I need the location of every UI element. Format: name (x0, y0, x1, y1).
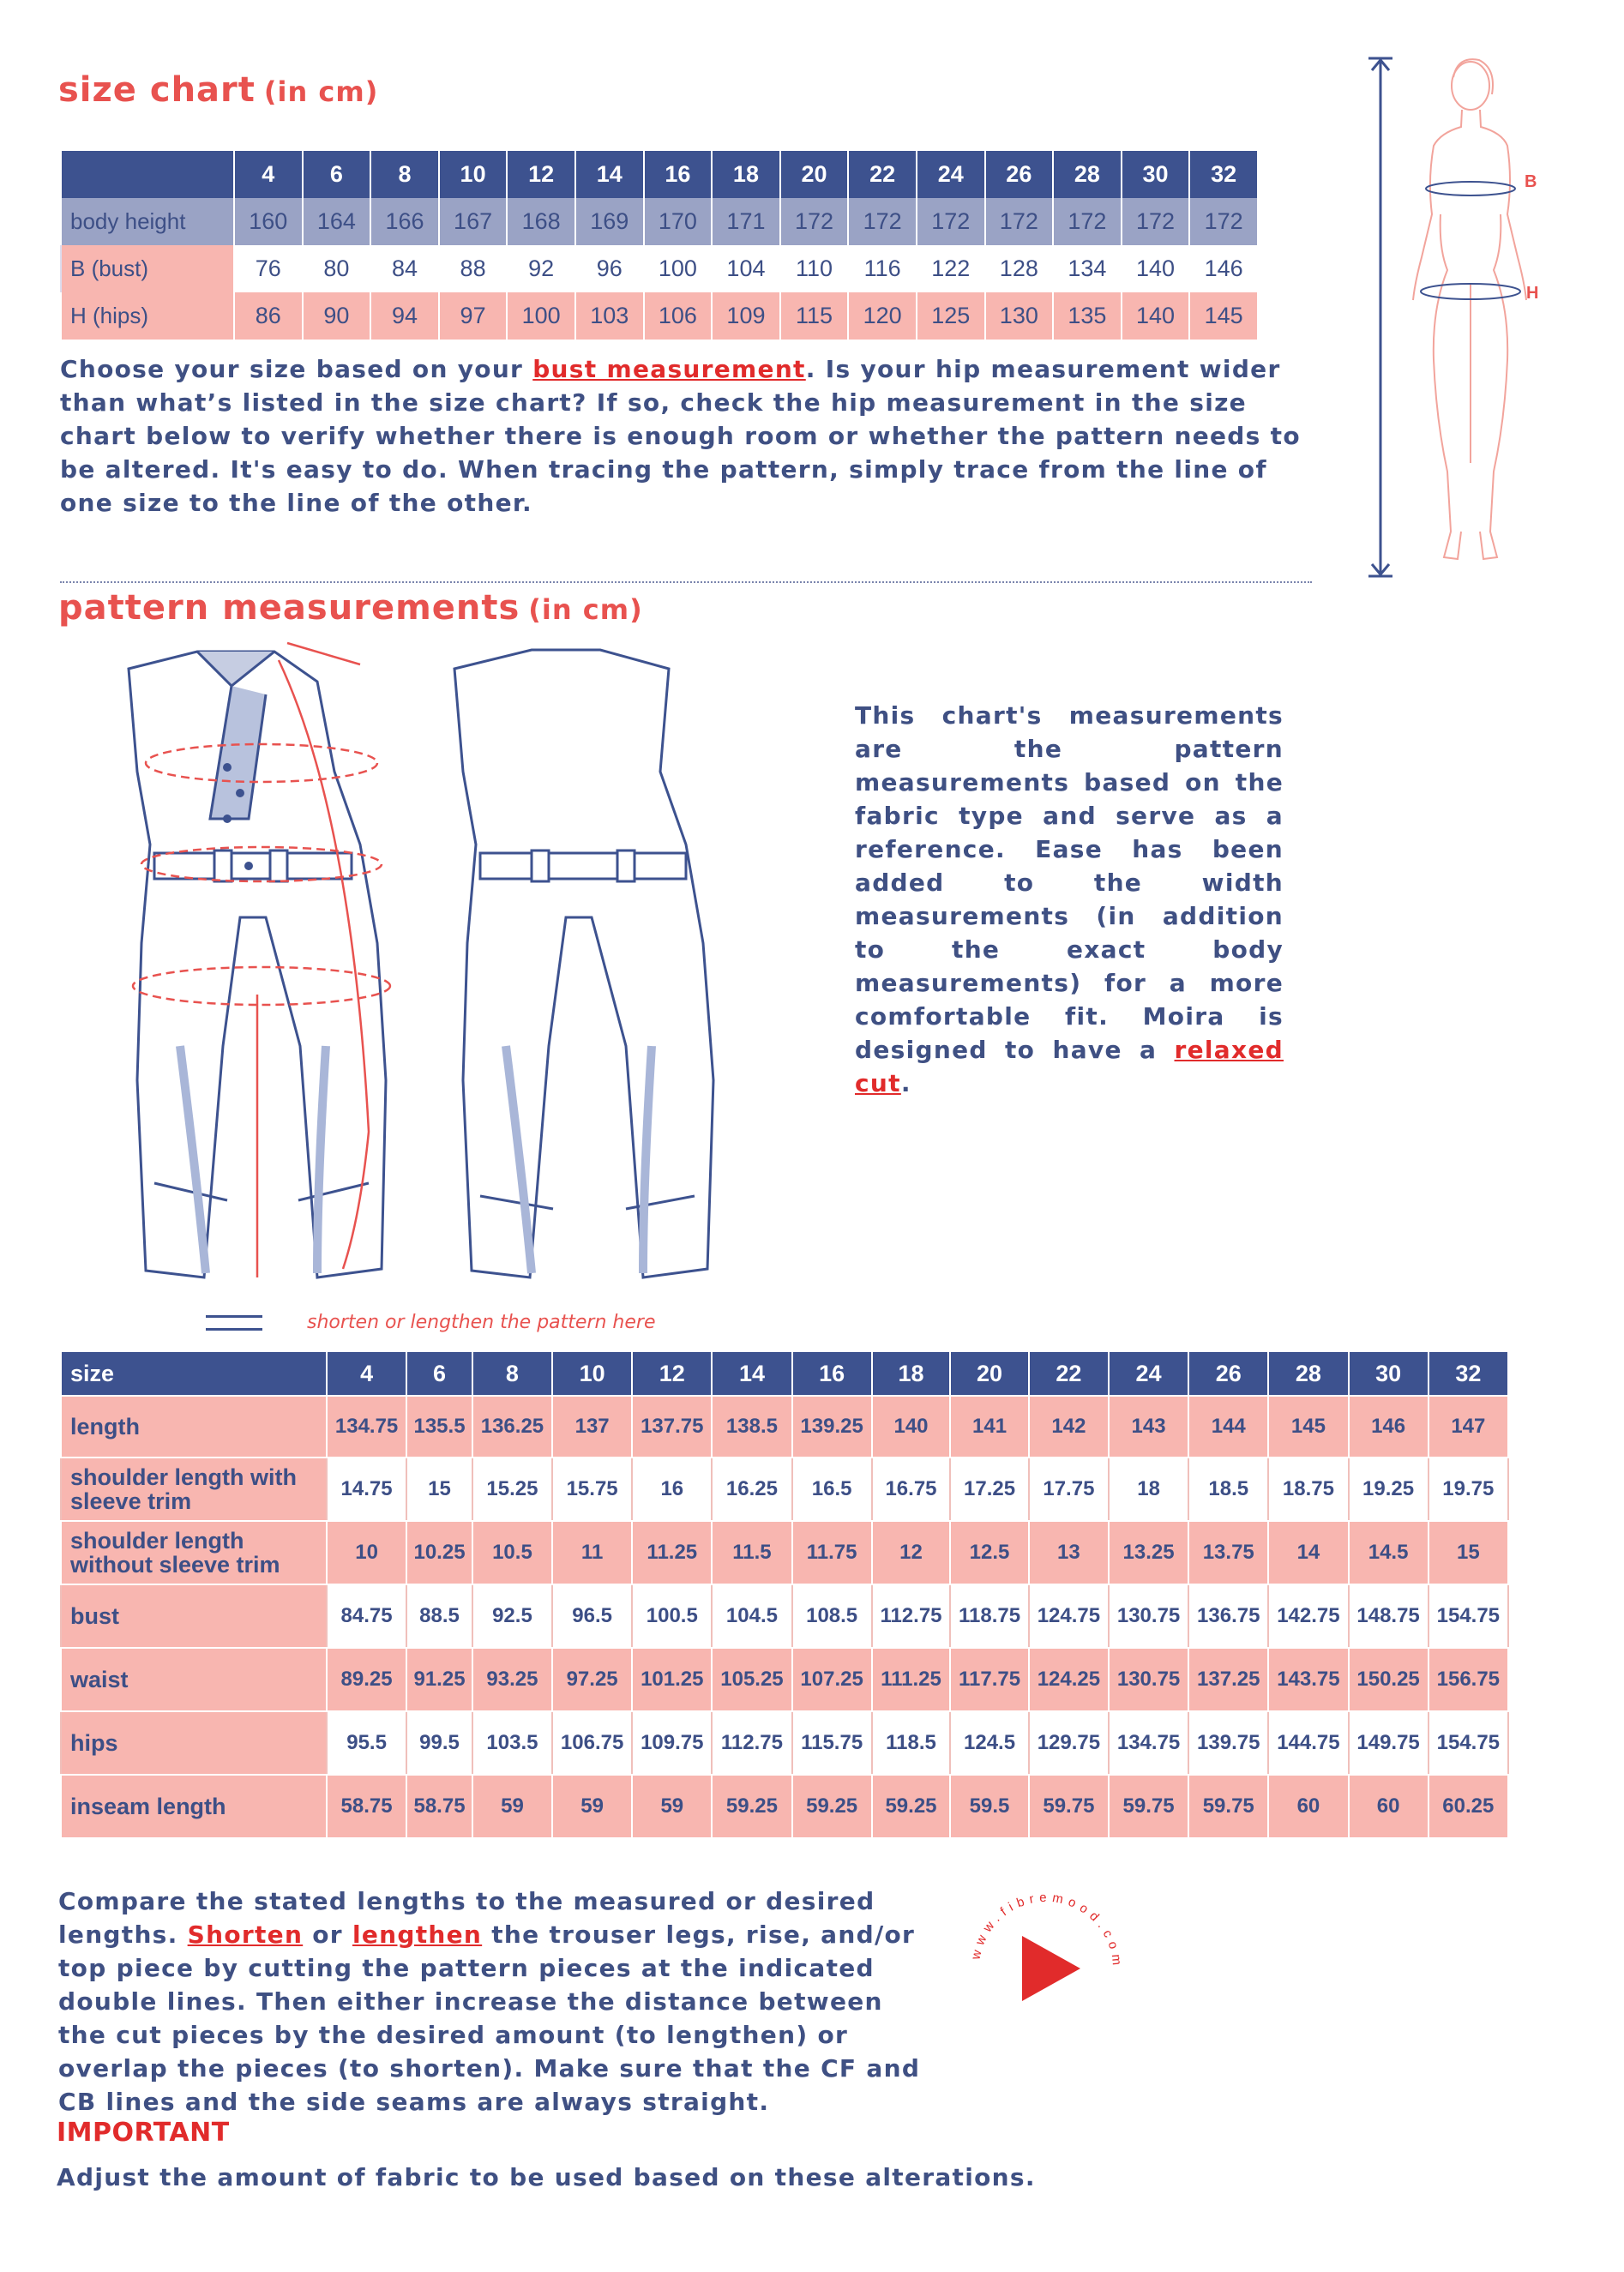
woman-outline (1413, 59, 1526, 559)
alter-p1: Compare the stated lengths to the measured or desired lengths. (58, 1887, 875, 1949)
pm-table-cell: 19.25 (1349, 1458, 1429, 1521)
shorten-link[interactable]: Shorten (187, 1920, 304, 1949)
size-chart-size-header: 16 (644, 151, 713, 198)
pm-table-cell: 59.5 (950, 1775, 1029, 1838)
size-chart-cell: 172 (917, 198, 985, 245)
size-chart-header (61, 151, 1258, 198)
size-chart-cell: 168 (507, 198, 575, 245)
alter-or: or (303, 1920, 352, 1949)
pm-table-row (61, 1458, 1508, 1521)
size-chart-size-header: 12 (507, 151, 575, 198)
logo-text: www.fibremood.com (968, 1890, 1125, 1971)
size-chart-cell: 166 (370, 198, 439, 245)
alter-p2: the trouser legs, rise, and/or top piece by cutting the pattern pieces at the indicated double lines. Then either increase the distance between the cut pieces by the desired amount (to lengthen) or overlap the pieces (to shorten). Make sure that the CF and CB lines and the side seams are always straight. (58, 1920, 921, 2116)
pm-table-cell: 112.75 (712, 1711, 791, 1775)
pattern-measurements-title (58, 588, 643, 628)
size-chart-cell: 92 (507, 245, 575, 292)
pm-table-cell: 60 (1268, 1775, 1348, 1838)
pm-table-cell: 14 (1268, 1521, 1348, 1584)
pm-table-cell: 11.75 (792, 1521, 872, 1584)
shorten-lengthen-legend (206, 1312, 655, 1333)
pm-table-cell: 101.25 (632, 1648, 712, 1711)
size-chart-cell: 115 (780, 292, 849, 340)
pm-table-cell: 15.25 (472, 1458, 552, 1521)
pm-table-size-header: 4 (327, 1351, 406, 1396)
pm-table-size-header: 30 (1349, 1351, 1429, 1396)
size-chart-cell: 134 (1053, 245, 1122, 292)
pm-table-cell: 100.5 (632, 1584, 712, 1648)
bust-line (1426, 182, 1515, 195)
pm-table-cell: 58.75 (406, 1775, 472, 1838)
size-chart-cell: 140 (1122, 245, 1190, 292)
pm-table-cell: 59 (472, 1775, 552, 1838)
pm-table-size-header: 28 (1268, 1351, 1348, 1396)
pm-table-cell: 60.25 (1429, 1775, 1508, 1838)
alteration-instructions (58, 1884, 933, 2119)
pm-table-cell: 18 (1109, 1458, 1188, 1521)
pm-table-cell: 95.5 (327, 1711, 406, 1775)
size-chart-cell: 86 (234, 292, 303, 340)
garment-illustration (103, 634, 755, 1295)
pm-table-cell: 11.5 (712, 1521, 791, 1584)
pm-table-row-label: inseam length (61, 1775, 327, 1838)
pm-table-cell: 103.5 (472, 1711, 552, 1775)
lengthen-link[interactable]: lengthen (352, 1920, 483, 1949)
pm-table-size-header: 6 (406, 1351, 472, 1396)
pm-table-cell: 150.25 (1349, 1648, 1429, 1711)
size-chart-text (60, 352, 1329, 520)
pm-table-row (61, 1396, 1508, 1458)
pm-table-cell: 92.5 (472, 1584, 552, 1648)
pm-table-cell: 107.25 (792, 1648, 872, 1711)
size-chart-size-header: 10 (439, 151, 508, 198)
size-chart-table (60, 151, 1259, 340)
pattern-measurements-description (855, 699, 1284, 1100)
pm-table-cell: 143.75 (1268, 1648, 1348, 1711)
pm-table-cell: 142 (1029, 1396, 1109, 1458)
size-chart-row-label: B (bust) (61, 245, 234, 292)
size-text-pre: Choose your size based on your (60, 355, 533, 383)
pm-table-cell: 93.25 (472, 1648, 552, 1711)
pm-table-cell: 139.25 (792, 1396, 872, 1458)
pm-table-cell: 137.25 (1188, 1648, 1268, 1711)
pm-table-cell: 136.75 (1188, 1584, 1268, 1648)
pm-table-cell: 14.5 (1349, 1521, 1429, 1584)
size-chart-size-header: 20 (780, 151, 849, 198)
fibremood-logo (960, 1883, 1132, 2054)
legend-text: shorten or lengthen the pattern here (307, 1312, 656, 1333)
pm-table-cell: 12.5 (950, 1521, 1029, 1584)
pm-table-cell: 16.25 (712, 1458, 791, 1521)
pm-table-cell: 89.25 (327, 1648, 406, 1711)
pm-table-size-header: 10 (552, 1351, 632, 1396)
pm-table-cell: 18.5 (1188, 1458, 1268, 1521)
size-chart-size-header: 14 (575, 151, 644, 198)
size-chart-cell: 125 (917, 292, 985, 340)
size-chart-cell: 80 (303, 245, 371, 292)
pm-table-cell: 11.25 (632, 1521, 712, 1584)
size-chart-size-header: 28 (1053, 151, 1122, 198)
size-chart-cell: 109 (712, 292, 780, 340)
size-chart-row-label: H (hips) (61, 292, 234, 340)
pm-table-cell: 105.25 (712, 1648, 791, 1711)
size-chart-cell: 171 (712, 198, 780, 245)
pm-table-cell: 13 (1029, 1521, 1109, 1584)
size-chart-title (58, 70, 378, 110)
pm-table-cell: 154.75 (1429, 1711, 1508, 1775)
pm-table-cell: 16.75 (872, 1458, 951, 1521)
pm-table-cell: 18.75 (1268, 1458, 1348, 1521)
pm-table-cell: 16 (632, 1458, 712, 1521)
pm-table-cell: 10 (327, 1521, 406, 1584)
section-divider (60, 581, 1312, 583)
size-chart-size-header: 24 (917, 151, 985, 198)
pm-table-size-header: 16 (792, 1351, 872, 1396)
pm-table-size-header: 12 (632, 1351, 712, 1396)
pm-table-row-label: shoulder length without sleeve trim (61, 1521, 327, 1584)
size-chart-cell: 110 (780, 245, 849, 292)
size-chart-size-header: 32 (1189, 151, 1258, 198)
pm-table-row (61, 1711, 1508, 1775)
height-arrow (1368, 58, 1392, 576)
size-chart-cell: 167 (439, 198, 508, 245)
size-chart-cell: 122 (917, 245, 985, 292)
pm-table-row-label: length (61, 1396, 327, 1458)
pm-table-cell: 141 (950, 1396, 1029, 1458)
pm-table-cell: 118.5 (872, 1711, 951, 1775)
size-chart-cell: 90 (303, 292, 371, 340)
pm-table-cell: 124.25 (1029, 1648, 1109, 1711)
pm-table-cell: 99.5 (406, 1711, 472, 1775)
pm-table-cell: 12 (872, 1521, 951, 1584)
size-chart-cell: 135 (1053, 292, 1122, 340)
pm-table-cell: 11 (552, 1521, 632, 1584)
play-icon (1022, 1936, 1080, 2001)
pm-table-cell: 130.75 (1109, 1584, 1188, 1648)
pm-desc-post: . (900, 1069, 911, 1097)
pm-table-cell: 148.75 (1349, 1584, 1429, 1648)
size-chart-row-height (61, 198, 1258, 245)
double-line-icon (206, 1315, 262, 1331)
pm-table-cell: 58.75 (327, 1775, 406, 1838)
pm-table-cell: 144.75 (1268, 1711, 1348, 1775)
pm-desc-pre: This chart's measurements are the pattern measurements based on the fabric type and serve as a reference. Ease has been added to the width measurements (in addition to the exact body measurements) for a more comfortable fit. Moira is designed to have a (855, 701, 1284, 1064)
pm-table-cell: 149.75 (1349, 1711, 1429, 1775)
pm-table-cell: 17.25 (950, 1458, 1029, 1521)
pm-table-cell: 140 (872, 1396, 951, 1458)
pm-table-row-label: bust (61, 1584, 327, 1648)
pm-table-cell: 118.75 (950, 1584, 1029, 1648)
bust-marker: B (1525, 172, 1537, 191)
size-chart-cell: 128 (985, 245, 1054, 292)
pm-table-cell: 106.75 (552, 1711, 632, 1775)
size-chart-size-header: 6 (303, 151, 371, 198)
pm-table-header-label: size (61, 1351, 327, 1396)
size-chart-cell: 100 (507, 292, 575, 340)
size-chart-size-header: 30 (1122, 151, 1190, 198)
pm-table-cell: 59 (632, 1775, 712, 1838)
pm-table-size-header: 32 (1429, 1351, 1508, 1396)
size-chart-cell: 140 (1122, 292, 1190, 340)
pm-table-cell: 129.75 (1029, 1711, 1109, 1775)
pm-table-cell: 16.5 (792, 1458, 872, 1521)
pm-table-cell: 156.75 (1429, 1648, 1508, 1711)
size-chart-cell: 103 (575, 292, 644, 340)
pm-table-size-header: 8 (472, 1351, 552, 1396)
size-chart-cell: 164 (303, 198, 371, 245)
size-chart-cell: 84 (370, 245, 439, 292)
pm-table-cell: 13.25 (1109, 1521, 1188, 1584)
pm-table-cell: 144 (1188, 1396, 1268, 1458)
pm-table-cell: 134.75 (1109, 1711, 1188, 1775)
bust-measurement-link[interactable]: bust measurement (532, 355, 806, 383)
pm-table-size-header: 26 (1188, 1351, 1268, 1396)
pm-table-row-label: hips (61, 1711, 327, 1775)
pm-table-cell: 112.75 (872, 1584, 951, 1648)
size-chart-cell: 130 (985, 292, 1054, 340)
size-chart-cell: 172 (985, 198, 1054, 245)
size-chart-corner (61, 151, 234, 198)
size-chart-size-header: 18 (712, 151, 780, 198)
pm-table-cell: 60 (1349, 1775, 1429, 1838)
size-chart-unit: (in cm) (263, 75, 379, 108)
hip-marker: H (1526, 284, 1539, 303)
pm-table-cell: 146 (1349, 1396, 1429, 1458)
size-chart-size-header: 8 (370, 151, 439, 198)
size-chart-title-text: size chart (58, 70, 256, 110)
pm-table-row-label: waist (61, 1648, 327, 1711)
size-chart-cell: 100 (644, 245, 713, 292)
size-chart-row-hips (61, 292, 1258, 340)
pm-table-size-header: 20 (950, 1351, 1029, 1396)
size-chart-cell: 104 (712, 245, 780, 292)
pm-table-cell: 108.5 (792, 1584, 872, 1648)
size-chart-cell: 146 (1189, 245, 1258, 292)
relaxed-cut-link[interactable]: relaxed cut (855, 1036, 1284, 1097)
pm-table-cell: 15 (406, 1458, 472, 1521)
pm-table-header (61, 1351, 1508, 1396)
important-label: IMPORTANT (57, 2118, 230, 2148)
back-view (454, 650, 713, 1277)
size-chart-cell: 172 (848, 198, 917, 245)
pm-table-cell: 135.5 (406, 1396, 472, 1458)
pm-table-cell: 88.5 (406, 1584, 472, 1648)
size-chart-cell: 106 (644, 292, 713, 340)
pm-table-cell: 97.25 (552, 1648, 632, 1711)
pm-table-row (61, 1775, 1508, 1838)
pm-table-cell: 137 (552, 1396, 632, 1458)
pm-table-cell: 147 (1429, 1396, 1508, 1458)
pm-table-cell: 84.75 (327, 1584, 406, 1648)
pm-table-cell: 96.5 (552, 1584, 632, 1648)
pm-table-cell: 10.5 (472, 1521, 552, 1584)
size-chart-cell: 172 (1053, 198, 1122, 245)
size-chart-cell: 172 (1122, 198, 1190, 245)
pm-table-cell: 115.75 (792, 1711, 872, 1775)
pm-table-cell: 124.5 (950, 1711, 1029, 1775)
pm-table-size-header: 18 (872, 1351, 951, 1396)
size-chart-size-header: 26 (985, 151, 1054, 198)
pm-table-cell: 145 (1268, 1396, 1348, 1458)
pm-table-cell: 109.75 (632, 1711, 712, 1775)
size-chart-cell: 120 (848, 292, 917, 340)
pm-table-row (61, 1584, 1508, 1648)
pm-table-size-header: 14 (712, 1351, 791, 1396)
size-chart-size-header: 22 (848, 151, 917, 198)
pm-table-cell: 104.5 (712, 1584, 791, 1648)
pm-table-size-header: 24 (1109, 1351, 1188, 1396)
size-chart-cell: 76 (234, 245, 303, 292)
pm-table-cell: 154.75 (1429, 1584, 1508, 1648)
pm-table-cell: 59 (552, 1775, 632, 1838)
pm-table-cell: 139.75 (1188, 1711, 1268, 1775)
pm-table-cell: 91.25 (406, 1648, 472, 1711)
pm-table-cell: 111.25 (872, 1648, 951, 1711)
size-chart-cell: 160 (234, 198, 303, 245)
pm-table-row (61, 1648, 1508, 1711)
body-figure (1355, 51, 1578, 583)
size-chart-cell: 172 (1189, 198, 1258, 245)
pm-table-cell: 59.25 (792, 1775, 872, 1838)
pm-table-row (61, 1521, 1508, 1584)
size-chart-cell: 96 (575, 245, 644, 292)
pm-table-row-label: shoulder length with sleeve trim (61, 1458, 327, 1521)
pm-table-cell: 59.25 (872, 1775, 951, 1838)
size-text-post: . Is your hip measurement wider than what’s listed in the size chart? If so, check the hip measurement in the size chart below to verify whether there is enough room or whether the pattern needs to be altered. It's easy to do. When tracing the pattern, simply trace from the line of one size to the line of the other. (60, 355, 1301, 517)
pm-table-cell: 10.25 (406, 1521, 472, 1584)
pm-table-cell: 137.75 (632, 1396, 712, 1458)
size-chart-cell: 145 (1189, 292, 1258, 340)
pm-table-cell: 117.75 (950, 1648, 1029, 1711)
pm-table-cell: 59.75 (1109, 1775, 1188, 1838)
pm-table-cell: 19.75 (1429, 1458, 1508, 1521)
size-chart-cell: 88 (439, 245, 508, 292)
pm-table-cell: 59.75 (1029, 1775, 1109, 1838)
size-chart-cell: 116 (848, 245, 917, 292)
pm-table-cell: 143 (1109, 1396, 1188, 1458)
pattern-measurements-title-text: pattern measurements (58, 588, 520, 628)
size-chart-size-header: 4 (234, 151, 303, 198)
pm-table-cell: 59.25 (712, 1775, 791, 1838)
pm-table-cell: 124.75 (1029, 1584, 1109, 1648)
pm-table-cell: 17.75 (1029, 1458, 1109, 1521)
pm-table-cell: 13.75 (1188, 1521, 1268, 1584)
pm-table-cell: 15.75 (552, 1458, 632, 1521)
size-chart-cell: 172 (780, 198, 849, 245)
pm-table-cell: 59.75 (1188, 1775, 1268, 1838)
pm-table-cell: 142.75 (1268, 1584, 1348, 1648)
size-chart-cell: 94 (370, 292, 439, 340)
pattern-measurements-unit: (in cm) (528, 593, 643, 626)
size-chart-row-label: body height (61, 198, 234, 245)
pm-table-size-header: 22 (1029, 1351, 1109, 1396)
pm-table-cell: 15 (1429, 1521, 1508, 1584)
pm-table-cell: 136.25 (472, 1396, 552, 1458)
size-chart-row-bust (61, 245, 1258, 292)
size-chart-cell: 97 (439, 292, 508, 340)
pm-table-cell: 138.5 (712, 1396, 791, 1458)
size-chart-cell: 169 (575, 198, 644, 245)
pattern-measurements-table (60, 1350, 1509, 1839)
pm-table-cell: 134.75 (327, 1396, 406, 1458)
pm-table-cell: 130.75 (1109, 1648, 1188, 1711)
important-text: Adjust the amount of fabric to be used based on these alterations. (57, 2163, 1036, 2191)
size-chart-cell: 170 (644, 198, 713, 245)
pm-table-cell: 14.75 (327, 1458, 406, 1521)
